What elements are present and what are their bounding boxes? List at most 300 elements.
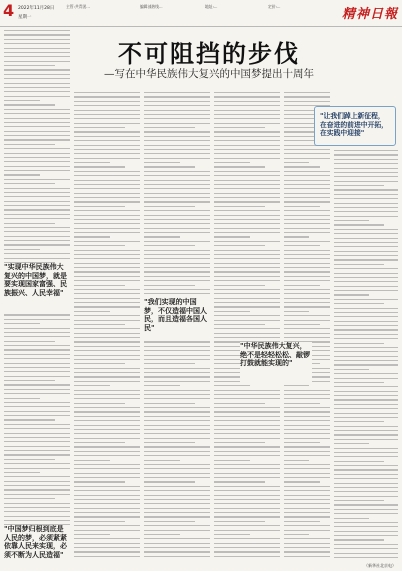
text-line [4,144,55,145]
text-line [284,96,330,97]
text-line [4,240,70,241]
text-line [4,244,70,245]
text-line [284,411,330,412]
text-line [284,149,330,150]
text-line [334,417,398,418]
text-line [334,303,384,304]
text-line [334,294,369,295]
text-line [284,394,330,395]
text-line [4,196,70,197]
text-line [284,403,320,404]
text-line [334,421,384,422]
text-line [74,464,140,465]
text-line [144,118,210,119]
text-line [334,251,398,252]
text-line [214,512,280,513]
text-line [74,425,140,426]
text-line [334,259,398,260]
text-line [144,271,210,272]
text-line [214,486,280,487]
text-line [74,337,140,338]
text-line [334,308,398,309]
text-line [284,429,330,430]
text-line [144,232,210,233]
text-line [144,228,210,229]
text-line [74,254,140,255]
text-line [144,105,210,106]
text-line [74,285,125,286]
text-line [214,543,280,544]
text-line [334,216,398,217]
text-line [144,254,210,255]
text-line [284,250,330,251]
text-line [214,315,280,316]
text-line [144,495,210,496]
text-line [74,114,140,115]
text-line [144,442,195,443]
text-line [334,229,398,230]
text-line [334,290,398,291]
text-line [284,241,330,242]
text-line [74,118,140,119]
text-line [4,314,70,315]
text-line [334,316,398,317]
text-line [214,551,280,552]
text-line [74,407,140,408]
text-line [284,245,320,246]
text-line [334,286,398,287]
text-line [284,184,330,185]
text-line [4,328,70,329]
text-line [144,171,210,172]
text-line [284,416,330,417]
text-line [74,96,140,97]
text-line [144,263,210,264]
text-line [334,513,398,514]
text-line [4,83,70,84]
text-line [214,495,280,496]
text-line [214,110,280,111]
text-line [4,100,40,101]
text-line [144,556,210,557]
text-line [214,556,280,557]
text-line [74,320,140,321]
text-line [334,168,398,169]
text-line [214,188,280,189]
text-line [74,232,140,233]
text-line [144,127,195,128]
text-line [214,324,265,325]
text-line [4,166,70,167]
text-line [284,464,330,465]
text-line [144,346,210,347]
text-line [74,131,140,132]
text-line [284,320,330,321]
text-line [334,369,369,370]
text-line [74,490,140,491]
text-line [144,451,210,452]
text-line [74,359,140,360]
text-line [214,201,280,202]
text-line [144,131,210,132]
text-line [214,337,280,338]
text-line [4,345,70,346]
text-line [284,223,330,224]
text-line [4,205,70,206]
text-line [4,446,70,447]
text-line [4,218,70,219]
text-line [4,223,55,224]
text-line [4,161,70,162]
text-line [144,551,210,552]
text-line [4,433,70,434]
text-line [214,123,280,124]
text-line [4,349,70,350]
text-line [144,223,210,224]
text-line [74,477,140,478]
text-line [144,206,195,207]
text-line [334,364,398,365]
text-line [144,390,210,391]
text-line [74,92,140,93]
text-line [334,553,398,554]
text-line [334,281,398,282]
text-line [4,179,70,180]
text-line [4,358,70,359]
text-line [214,280,280,281]
text-line [74,438,140,439]
text-line [74,210,140,211]
text-line [144,158,210,159]
text-line [4,441,70,442]
text-line [284,298,330,299]
text-line [144,512,210,513]
text-line [214,250,280,251]
text-line [74,433,140,434]
text-line [74,521,125,522]
text-line [144,180,210,181]
text-line [334,395,398,396]
text-line [4,336,70,337]
text-line [144,372,210,373]
text-line [334,189,398,190]
text-line [74,324,125,325]
text-line [214,477,280,478]
text-line [74,385,110,386]
text-line [4,450,70,451]
text-line [144,398,210,399]
text-line [74,372,140,373]
text-line [334,474,398,475]
text-line [4,380,55,381]
text-line [284,193,330,194]
text-line [334,329,398,330]
text-line [4,249,40,250]
text-line [144,184,210,185]
text-line [74,228,140,229]
text-line [214,530,280,531]
text-line [214,153,280,154]
text-line [284,512,330,513]
text-line [214,490,280,491]
text-line [334,483,398,484]
text-line [284,197,330,198]
page-number: 4 [3,1,15,20]
text-line [214,236,250,237]
text-line [144,359,210,360]
text-line [4,209,70,210]
text-line [284,530,330,531]
text-line [334,456,398,457]
text-line [214,210,280,211]
text-line [334,426,398,427]
text-line [284,171,330,172]
text-line [144,276,210,277]
text-line [334,325,398,326]
text-line [144,197,210,198]
text-line [74,245,125,246]
text-line [334,408,398,409]
text-line [4,402,70,403]
text-line [74,101,140,102]
text-line [334,448,398,449]
text-line [144,464,210,465]
text-line [214,114,280,115]
text-line [284,306,330,307]
text-line [144,293,210,294]
text-line [4,476,70,477]
text-line [284,521,320,522]
text-line [334,509,398,510]
text-line [144,258,210,259]
text-line [4,61,70,62]
text-line [214,508,280,509]
text-line [284,276,330,277]
text-line [144,175,210,176]
text-line [334,465,398,466]
text-line [144,123,210,124]
text-line [4,157,70,158]
text-line [214,460,250,461]
text-line [284,293,330,294]
text-line [144,538,210,539]
text-line [214,149,280,150]
text-line [334,233,398,234]
text-line [334,150,398,151]
text-line [4,498,55,499]
text-line [4,34,70,35]
text-line [4,253,70,254]
text-line [214,162,250,163]
text-line [4,174,40,175]
text-line [284,525,330,526]
text-line [334,334,398,335]
text-line [74,508,140,509]
text-line [4,201,70,202]
text-line [214,438,280,439]
text-line [284,328,330,329]
text-line [284,166,320,167]
text-line [144,477,210,478]
text-line [4,78,70,79]
text-line [4,56,70,57]
text-line [334,487,398,488]
text-line [4,74,70,75]
text-line [334,264,384,265]
text-line [144,341,210,342]
text-line [74,341,140,342]
text-line [74,298,140,299]
text-line [74,538,140,539]
text-line [334,557,398,558]
text-line [74,495,140,496]
masthead-info-2: 编辑部热线... [140,4,163,9]
text-line [284,460,309,461]
text-line [144,166,195,167]
text-line [4,170,70,171]
text-line [144,245,195,246]
text-line [284,201,330,202]
text-line [74,451,140,452]
text-line [4,192,70,193]
text-line [214,289,280,290]
text-line [144,438,210,439]
text-line [214,298,280,299]
text-line [4,332,70,333]
text-line [74,525,140,526]
text-line [334,185,384,186]
text-line [334,159,398,160]
text-line [4,341,55,342]
text-line [334,207,398,208]
text-line [144,411,210,412]
text-line [284,499,330,500]
text-line [214,228,280,229]
text-line [74,236,110,237]
text-line [334,404,398,405]
text-line [74,105,140,106]
text-line [74,381,140,382]
text-line [4,104,55,105]
text-line [144,153,210,154]
text-line [4,384,70,385]
text-line [214,429,280,430]
text-line [4,227,70,228]
text-line [284,324,320,325]
text-line [284,407,330,408]
text-line [144,280,210,281]
text-line [4,428,70,429]
text-line [4,411,70,412]
text-line [144,149,210,150]
text-line [144,530,210,531]
text-line [144,236,180,237]
text-line [334,378,398,379]
text-column-2 [74,92,140,565]
text-line [74,258,140,259]
text-line [74,394,140,395]
text-line [144,534,180,535]
text-line [74,280,140,281]
text-line [74,215,140,216]
newspaper-logo: 精神日報 [341,7,398,22]
text-line [144,490,210,491]
text-line [74,460,110,461]
subhead-center-2: "中华民族伟大复兴，绝不是轻轻松松、敲锣打鼓就能实现的" [240,342,312,382]
masthead-info-4: 定价:... [268,4,281,9]
text-line [74,271,140,272]
text-line [284,481,320,482]
text-line [334,548,398,549]
text-line [4,113,70,114]
text-line [214,140,280,141]
text-line [284,302,330,303]
article-footer: （新华社北京电） [364,563,396,568]
text-line [144,136,210,137]
text-line [284,219,330,220]
text-line [214,455,280,456]
text-line [74,110,140,111]
text-line [4,69,70,70]
text-line [334,338,398,339]
text-line [334,491,398,492]
text-line [284,188,330,189]
text-line [214,390,280,391]
text-line [74,197,140,198]
text-line [4,376,70,377]
text-line [74,315,140,316]
text-line [214,193,280,194]
text-line [4,389,70,390]
text-line [4,437,70,438]
text-line [4,30,70,31]
text-line [214,285,265,286]
text-line [214,398,280,399]
text-line [4,183,55,184]
text-line [74,350,140,351]
text-line [284,232,330,233]
text-line [74,293,140,294]
text-line [144,416,210,417]
text-line [74,534,110,535]
text-line [4,363,70,364]
text-line [74,328,140,329]
text-line [74,123,140,124]
text-line [334,203,398,204]
text-line [214,425,280,426]
text-line [4,153,70,154]
text-line [284,455,330,456]
text-line [74,153,140,154]
text-line [144,193,210,194]
text-line [4,472,40,473]
text-line [74,556,140,557]
text-line [144,96,210,97]
text-line [74,390,140,391]
text-line [214,433,280,434]
text-line [4,511,70,512]
text-line [144,289,210,290]
text-line [214,175,280,176]
text-line [4,367,70,368]
text-line [284,158,330,159]
text-line [284,534,309,535]
text-line [334,434,398,435]
text-line [4,419,55,420]
text-column-6 [334,150,398,565]
text-line [74,468,140,469]
text-line [284,490,330,491]
